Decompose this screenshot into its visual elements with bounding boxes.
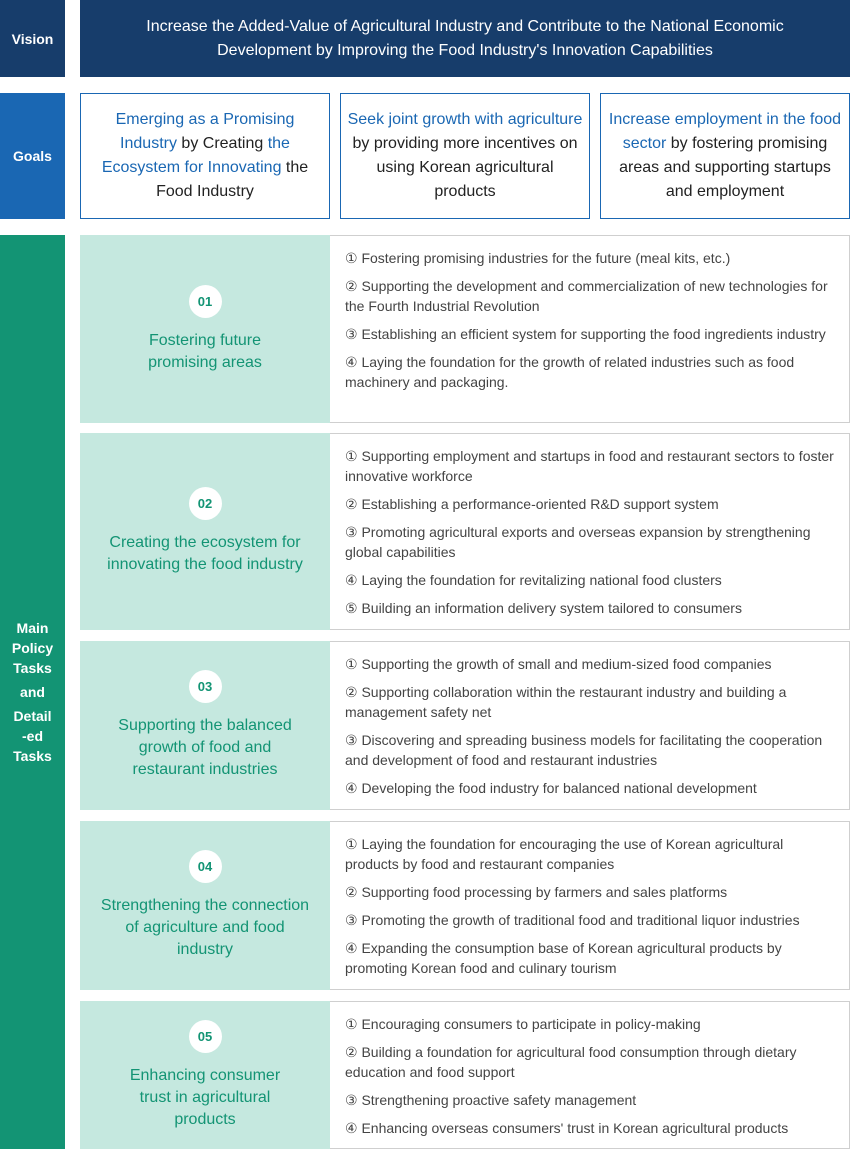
task-detail-item: ③ Discovering and spreading business models for facilitating the cooperation and development of food and restaurant industries [345, 732, 823, 768]
task-block-04 [80, 821, 850, 990]
task-details [330, 235, 850, 423]
goal-box-1 [80, 93, 330, 219]
task-details [330, 821, 850, 990]
task-heading [80, 235, 330, 423]
task-heading [80, 641, 330, 810]
task-detail-item: ④ Expanding the consumption base of Korean agricultural products by promoting Korean food and culinary tourism [345, 940, 782, 976]
goal-box-3 [600, 93, 850, 219]
tasks-label-line: Tasks [13, 660, 52, 676]
task-detail-item: ③ Establishing an efficient system for supporting the food ingredients industry [345, 326, 826, 342]
vision-statement [80, 0, 850, 77]
task-details [330, 641, 850, 810]
task-block-05 [80, 1001, 850, 1149]
task-title: Fostering future promising areas [148, 331, 262, 371]
task-detail-item: ④ Laying the foundation for revitalizing national food clusters [345, 572, 722, 588]
task-detail-item: ③ Promoting the growth of traditional food and traditional liquor industries [345, 912, 800, 928]
goal-text [87, 108, 323, 204]
task-detail-item: ① Supporting the growth of small and medium-sized food companies [345, 656, 772, 672]
goal-highlight: Seek joint growth with agriculture [347, 111, 583, 128]
task-detail-item: ④ Developing the food industry for balanced national development [345, 780, 757, 796]
goal-body: by providing more incentives on using Korean agricultural products [352, 135, 578, 200]
goal-text [347, 108, 583, 204]
task-block-03 [80, 641, 850, 810]
task-number-badge: 02 [189, 487, 222, 520]
vision-text: Increase the Added-Value of Agricultural Industry and Contribute to the National Economic Development by Improving the Food Industry's Innovation Capabilities [146, 17, 784, 59]
task-title: Enhancing consumer trust in agricultural products [129, 1066, 281, 1128]
tasks-label-line: Policy [11, 640, 54, 656]
task-detail-item: ② Supporting collaboration within the restaurant industry and building a management safety net [345, 684, 787, 720]
task-block-02 [80, 433, 850, 630]
task-number-badge: 05 [189, 1020, 222, 1053]
task-detail-item: ③ Strengthening proactive safety management [345, 1092, 637, 1108]
tasks-label [0, 235, 65, 1149]
task-title: Supporting the balanced growth of food and restaurant industries [118, 717, 292, 778]
task-number-badge: 01 [189, 285, 222, 318]
goal-text [607, 108, 843, 204]
task-detail-item: ① Fostering promising industries for the future (meal kits, etc.) [345, 250, 731, 266]
task-detail-item: ③ Promoting agricultural exports and overseas expansion by strengthening global capabilities [345, 524, 811, 560]
goal-body: by Creating [176, 135, 268, 152]
task-heading [80, 1001, 330, 1149]
task-detail-item: ② Supporting the development and commercialization of new technologies for the Fourth Industrial Revolution [345, 278, 828, 314]
task-number-badge: 03 [189, 670, 222, 703]
task-title: Strengthening the connection of agriculture and food industry [100, 897, 310, 958]
tasks-label-line: Detail [13, 708, 52, 724]
goal-highlight: Emerging as a Promising Industry [115, 111, 295, 152]
goals-label [0, 93, 65, 219]
task-title: Creating the ecosystem for innovating the food industry [107, 534, 303, 573]
task-details [330, 433, 850, 630]
goal-body-2: the Food Industry [156, 159, 309, 200]
tasks-label-text [12, 618, 53, 766]
goal-body: by fostering promising areas and supporting startups and employment [619, 135, 831, 200]
task-detail-item: ② Building a foundation for agricultural food consumption through dietary education and food support [345, 1044, 797, 1080]
tasks-label-line: Tasks [13, 748, 52, 764]
task-detail-item: ① Encouraging consumers to participate in policy-making [345, 1016, 701, 1032]
task-block-01 [80, 235, 850, 423]
task-detail-item: ④ Laying the foundation for the growth of related industries such as food machinery and packaging. [345, 354, 795, 390]
task-heading [80, 821, 330, 990]
task-heading [80, 433, 330, 630]
goal-highlight-2: the Ecosystem for Innovating [101, 135, 290, 176]
task-details [330, 1001, 850, 1149]
vision-label [0, 0, 65, 77]
task-detail-item: ① Supporting employment and startups in food and restaurant sectors to foster innovative workforce [345, 448, 834, 484]
goals-label-text: Goals [13, 148, 52, 164]
tasks-label-line: Main [16, 620, 49, 636]
goal-highlight: Increase employment in the food sector [608, 111, 842, 152]
tasks-label-line: and [20, 684, 45, 700]
goal-box-2 [340, 93, 590, 219]
task-detail-item: ⑤ Building an information delivery system tailored to consumers [345, 600, 742, 616]
tasks-label-line: -ed [22, 728, 43, 744]
task-detail-item: ② Establishing a performance-oriented R&D support system [345, 496, 719, 512]
task-detail-item: ④ Enhancing overseas consumers' trust in Korean agricultural products [345, 1120, 789, 1136]
task-detail-item: ① Laying the foundation for encouraging the use of Korean agricultural products by food and restaurant companies [345, 836, 784, 872]
vision-label-text: Vision [11, 30, 54, 47]
task-number-badge: 04 [189, 850, 222, 883]
task-detail-item: ② Supporting food processing by farmers and sales platforms [345, 884, 728, 900]
